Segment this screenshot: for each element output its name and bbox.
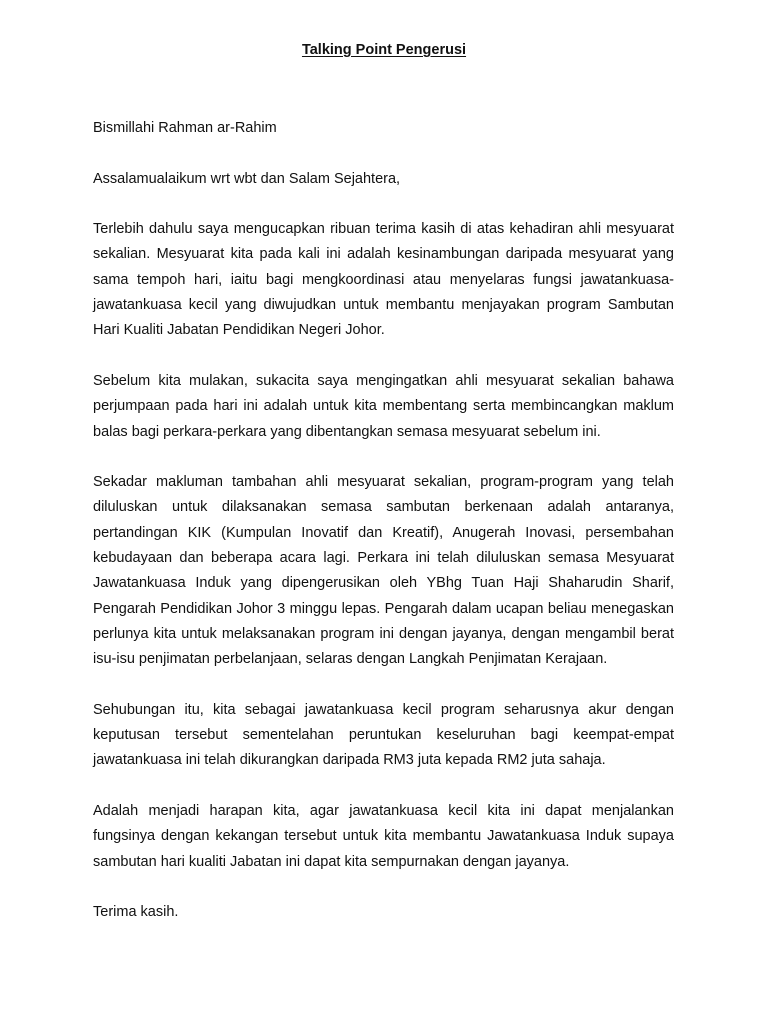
opening-basmala: Bismillahi Rahman ar-Rahim	[93, 120, 277, 136]
paragraph-hope: Adalah menjadi harapan kita, agar jawatankuasa kecil kita ini dapat menjalankan fungsinya dengan kekangan tersebut untuk kita membantu Jawatankuasa Induk supaya sambutan hari kualiti Jabatan ini dapat kita sempurnakan dengan jayanya.	[93, 803, 674, 870]
greeting: Assalamualaikum wrt wbt dan Salam Sejahtera,	[93, 170, 401, 187]
closing-thanks: Terima kasih.	[93, 904, 179, 921]
paragraph-introduction: Terlebih dahulu saya mengucapkan ribuan terima kasih di atas kehadiran ahli mesyuarat sekalian. Mesyuarat kita pada kali ini adalah kesinambungan daripada mesyuarat yang sama tempoh hari, iaitu bagi mengkoordinasi atau menyelaras fungsi jawatankuasa-jawatankuasa kecil yang diwujudkan untuk membantu menjayakan program Sambutan Hari Kualiti Jabatan Pendidikan Negeri Johor.	[93, 221, 674, 339]
paragraph-purpose: Sebelum kita mulakan, sukacita saya mengingatkan ahli mesyuarat sekalian bahawa perjumpaan pada hari ini adalah untuk kita membentang serta membincangkan maklum balas bagi perkara-perkara yang dibentangkan semasa mesyuarat sebelum ini.	[93, 372, 674, 440]
paragraph-budget: Sehubungan itu, kita sebagai jawatankuasa kecil program seharusnya akur dengan keputusan tersebut sementelahan peruntukan keseluruhan bagi keempat-empat jawatankuasa ini telah dikurangkan daripada RM3 juta kepada RM2 juta sahaja.	[93, 701, 674, 769]
paragraph-programs: Sekadar makluman tambahan ahli mesyuarat sekalian, program-program yang telah diluluskan untuk dilaksanakan semasa sambutan berkenaan adalah antaranya, pertandingan KIK (Kumpulan Inovatif dan Kreatif), Anugerah Inovasi, persembahan kebudayaan dan beberapa acara lagi. Perkara ini telah diluluskan semasa Mesyuarat Jawatankuasa Induk yang dipengerusikan oleh YBhg Tuan Haji Shaharudin Sharif, Pengarah Pendidikan Johor 3 minggu lepas. Pengarah dalam ucapan beliau menegaskan perlunya kita untuk melaksanakan program ini dengan jayanya, dengan mengambil berat isu-isu penjimatan perbelanjaan, selaras dengan Langkah Penjimatan Kerajaan.	[93, 474, 674, 668]
document-title: Talking Point Pengerusi	[301, 42, 467, 58]
document-body	[93, 116, 674, 951]
